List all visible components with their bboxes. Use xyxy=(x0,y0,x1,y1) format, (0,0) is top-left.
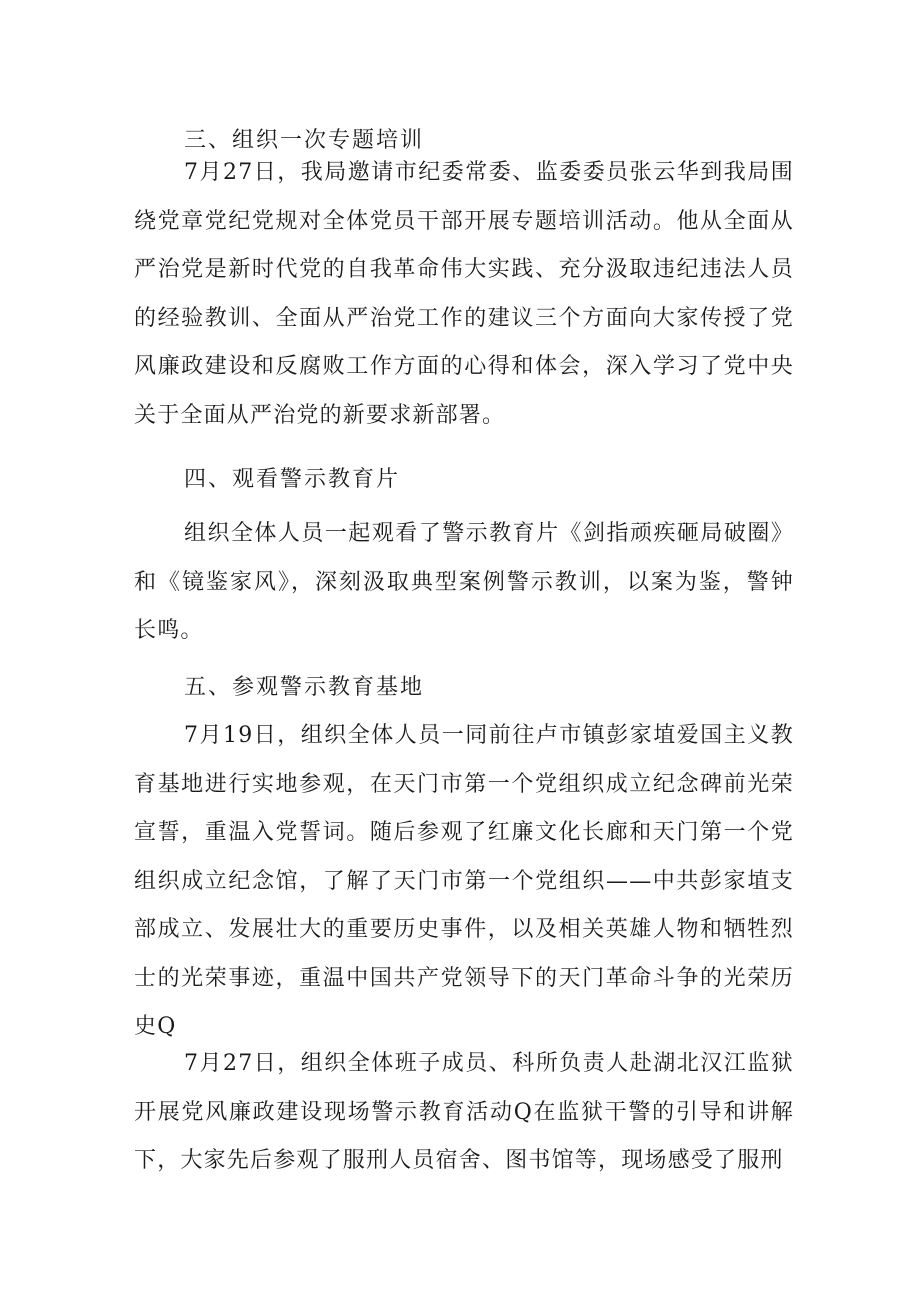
section-heading-training: 三、组织一次专题培训 xyxy=(184,128,425,153)
paragraph-prison-visit: 7月27日，组织全体班子成员、科所负责人赴湖北汉江监狱开展党风廉政建设现场警示教育活动Q在监狱干警的引导和讲解下，大家先后参观了服刑人员宿舍、图书馆等，现场感受了服刑 xyxy=(134,1051,794,1173)
paragraph-warning-film: 组织全体人员一起观看了警示教育片《剑指顽疾砸局破圈》和《镜鉴家风》，深刻汲取典型案例警示教训，以案为鉴，警钟长鸣。 xyxy=(134,521,794,643)
section-heading-education-base: 五、参观警示教育基地 xyxy=(184,675,425,700)
paragraph-training: 7月27日，我局邀请市纪委常委、监委委员张云华到我局围绕党章党纪党规对全体党员干部开展专题培训活动。他从全面从严治党是新时代党的自我革命伟大实践、充分汲取违纪违法人员的经验教训、全面从严治党工作的建议三个方面向大家传授了党风廉政建设和反腐败工作方面的心得和体会，深入学习了党中央关于全面从严治党的新要求新部署。 xyxy=(134,160,794,428)
paragraph-education-base-visit: 7月19日，组织全体人员一同前往卢市镇彭家埴爱国主义教育基地进行实地参观，在天门市第一个党组织成立纪念碑前光荣宣誓，重温入党誓词。随后参观了红廉文化长廊和天门第一个党组织成立纪念馆，了解了天门市第一个党组织——中共彭家埴支部成立、发展壮大的重要历史事件，以及相关英雄人物和牺牲烈士的光荣事迹，重温中国共产党领导下的天门革命斗争的光荣历史Q xyxy=(134,723,794,1039)
section-heading-warning-film: 四、观看警示教育片 xyxy=(184,467,401,492)
